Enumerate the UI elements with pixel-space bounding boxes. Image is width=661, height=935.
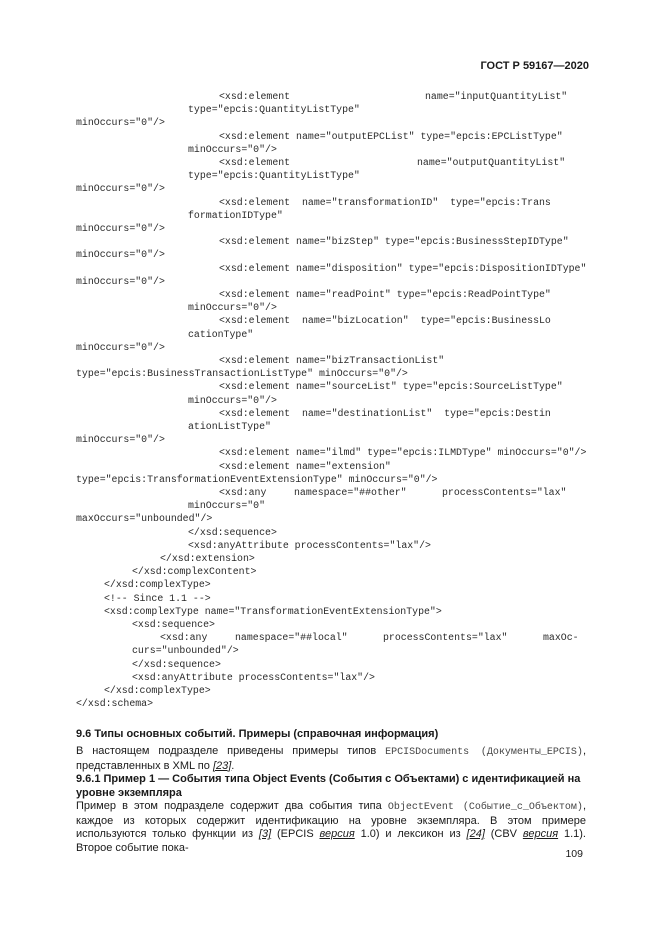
standard-number: ГОСТ Р 59167—2020 bbox=[480, 60, 589, 72]
code-line bbox=[0, 90, 661, 103]
code-line bbox=[0, 578, 661, 591]
code-segment: <xsd:element name="transformationID" type="epcis:Trans bbox=[219, 196, 551, 208]
reference-link-23[interactable]: [23] bbox=[212, 759, 232, 772]
code-line bbox=[0, 512, 661, 525]
code-line bbox=[0, 697, 661, 710]
code-segment: </xsd:complexType> bbox=[104, 685, 211, 696]
code-line bbox=[0, 103, 661, 116]
code-segment: <xsd:any bbox=[219, 487, 267, 498]
code-line bbox=[0, 196, 661, 209]
code-segment: minOccurs="0"/> bbox=[76, 275, 165, 287]
code-line bbox=[0, 328, 661, 341]
code-segment: type="epcis:BusinessTransactionListType" minOccurs="0"/> bbox=[76, 368, 408, 380]
code-line bbox=[0, 684, 661, 697]
version-link-2[interactable]: версия bbox=[522, 828, 559, 841]
code-segment: <xsd:element name="sourceList" type="epcis:SourceListType" bbox=[219, 381, 563, 393]
code-segment: <xsd:element name="bizTransactionList" bbox=[219, 355, 445, 366]
code-line bbox=[0, 367, 661, 380]
code-line bbox=[0, 341, 661, 354]
code-line bbox=[0, 394, 661, 407]
code-line bbox=[0, 552, 661, 565]
para2-text-5: (CBV bbox=[484, 828, 523, 841]
code-line bbox=[0, 169, 661, 182]
code-segment: minOccurs="0"/> bbox=[188, 394, 277, 406]
code-line bbox=[0, 275, 661, 288]
code-segment: <xsd:complexType name="TransformationEventExtensionType"> bbox=[104, 605, 442, 617]
code-line bbox=[0, 618, 661, 631]
code-segment: <xsd:element name="bizLocation" type="epcis:BusinessLo bbox=[219, 315, 551, 327]
code-line bbox=[0, 262, 661, 275]
code-segment: curs="unbounded"/> bbox=[132, 645, 239, 657]
code-line bbox=[0, 301, 661, 314]
code-segment: type="epcis:QuantityListType" bbox=[188, 104, 360, 116]
para1-mono: EPCISDocuments (Документы_EPCIS) bbox=[385, 747, 583, 758]
code-segment: <xsd:any bbox=[160, 632, 208, 644]
code-line bbox=[0, 433, 661, 446]
code-segment: </xsd:extension> bbox=[160, 553, 255, 564]
code-segment: type="epcis:QuantityListType" bbox=[188, 170, 360, 182]
code-segment: </xsd:complexType> bbox=[104, 579, 211, 591]
paragraph-intro bbox=[76, 745, 586, 773]
code-line bbox=[0, 222, 661, 235]
para2-text-1: Пример в этом подразделе содержит два события типа bbox=[76, 800, 388, 812]
code-line bbox=[0, 644, 661, 657]
code-segment: <xsd:element name="bizStep" type="epcis:BusinessStepIDType" bbox=[219, 236, 569, 248]
code-line bbox=[0, 130, 661, 143]
code-segment: <xsd:sequence> bbox=[132, 619, 215, 630]
code-segment: processContents="lax" bbox=[442, 487, 567, 498]
code-line bbox=[0, 446, 661, 459]
para2-text-3: (EPCIS bbox=[271, 828, 320, 841]
code-segment: ationListType" bbox=[188, 421, 271, 432]
code-line bbox=[0, 209, 661, 222]
code-segment: minOccurs="0"/> bbox=[76, 183, 165, 195]
code-line bbox=[0, 407, 661, 420]
para2-text-4: 1.0) и лексикон из bbox=[354, 828, 467, 841]
code-line bbox=[0, 314, 661, 327]
code-line bbox=[0, 658, 661, 671]
code-line bbox=[0, 380, 661, 393]
code-segment: name="outputQuantityList" bbox=[417, 157, 566, 168]
version-link-1[interactable]: версия bbox=[319, 828, 355, 841]
code-segment: minOccurs="0"/> bbox=[76, 117, 165, 129]
code-segment: minOccurs="0"/> bbox=[76, 223, 165, 234]
code-segment: <xsd:anyAttribute processContents="lax"/> bbox=[132, 671, 375, 683]
code-line bbox=[0, 143, 661, 156]
code-line bbox=[0, 182, 661, 195]
reference-link-24[interactable]: [24] bbox=[466, 828, 485, 841]
code-line bbox=[0, 526, 661, 539]
code-line bbox=[0, 420, 661, 433]
code-line bbox=[0, 499, 661, 512]
code-segment: minOccurs="0"/> bbox=[76, 249, 165, 261]
code-line bbox=[0, 671, 661, 684]
code-segment: </xsd:complexContent> bbox=[132, 566, 257, 578]
code-segment: minOccurs="0"/> bbox=[76, 341, 165, 353]
reference-link-3[interactable]: [3] bbox=[258, 828, 272, 841]
para2-text-2: , каждое из которых содержит идентификацию на уровне экземпляра. В этом примере используются только функции из bbox=[76, 800, 586, 841]
code-segment: name="inputQuantityList" bbox=[425, 91, 568, 102]
code-line bbox=[0, 116, 661, 129]
code-segment: minOccurs="0"/> bbox=[76, 434, 165, 446]
code-segment: <xsd:element bbox=[219, 91, 291, 102]
code-line bbox=[0, 235, 661, 248]
code-segment: <xsd:element name="outputEPCList" type="epcis:EPCListType" bbox=[219, 130, 563, 142]
code-line bbox=[0, 539, 661, 552]
code-segment: <xsd:element name="destinationList" type="epcis:Destin bbox=[219, 407, 551, 419]
code-line bbox=[0, 592, 661, 605]
code-segment: <xsd:element name="readPoint" type="epcis:ReadPointType" bbox=[219, 289, 551, 300]
code-segment: maxOc- bbox=[543, 632, 579, 644]
code-segment: <!-- Since 1.1 --> bbox=[104, 592, 211, 604]
section-heading-9-6-1: 9.6.1 Пример 1 — События типа Object Events (События с Объектами) с идентификацией на уровне экземпляра bbox=[76, 773, 581, 799]
code-segment: namespace="##other" bbox=[294, 487, 407, 498]
code-line bbox=[0, 631, 661, 644]
para1-text-1: В настоящем подразделе приведены примеры типов bbox=[76, 745, 386, 757]
code-line bbox=[0, 486, 661, 499]
code-segment: </xsd:sequence> bbox=[132, 658, 221, 670]
code-segment: cationType" bbox=[188, 328, 254, 340]
code-segment: formationIDType" bbox=[188, 209, 283, 221]
page-number: 109 bbox=[565, 848, 583, 860]
para2-text-6: 1.1). Второе событие пока- bbox=[76, 828, 586, 854]
code-segment: </xsd:schema> bbox=[76, 698, 154, 710]
code-segment: minOccurs="0"/> bbox=[188, 302, 277, 314]
code-segment: type="epcis:TransformationEventExtensionType" minOccurs="0"/> bbox=[76, 473, 438, 485]
code-segment: <xsd:element name="disposition" type="epcis:DispositionIDType" bbox=[219, 262, 587, 274]
para1-text-3: . bbox=[231, 759, 235, 772]
code-line bbox=[0, 156, 661, 169]
code-segment: maxOccurs="unbounded"/> bbox=[76, 513, 213, 525]
code-segment: <xsd:element name="ilmd" type="epcis:ILMDType" minOccurs="0"/> bbox=[219, 447, 587, 459]
code-line bbox=[0, 460, 661, 473]
code-line bbox=[0, 565, 661, 578]
code-segment: </xsd:sequence> bbox=[188, 526, 277, 538]
section-heading-9-6: 9.6 Типы основных событий. Примеры (справочная информация) bbox=[76, 728, 439, 740]
code-segment: namespace="##local" bbox=[235, 632, 348, 644]
code-line bbox=[0, 248, 661, 261]
para2-mono: ObjectEvent (Событие_с_Объектом) bbox=[387, 802, 583, 813]
code-segment: <xsd:element name="extension" bbox=[219, 460, 391, 472]
code-segment: <xsd:element bbox=[219, 157, 291, 168]
code-line bbox=[0, 473, 661, 486]
code-segment: <xsd:anyAttribute processContents="lax"/> bbox=[188, 539, 431, 551]
code-line bbox=[0, 605, 661, 618]
code-segment: minOccurs="0"/> bbox=[188, 143, 277, 155]
para1-text-2: , представленных в XML по bbox=[76, 745, 586, 772]
code-line bbox=[0, 288, 661, 301]
paragraph-example-1 bbox=[76, 800, 586, 855]
code-segment: minOccurs="0" bbox=[188, 500, 266, 512]
code-segment: processContents="lax" bbox=[383, 632, 508, 644]
code-line bbox=[0, 354, 661, 367]
